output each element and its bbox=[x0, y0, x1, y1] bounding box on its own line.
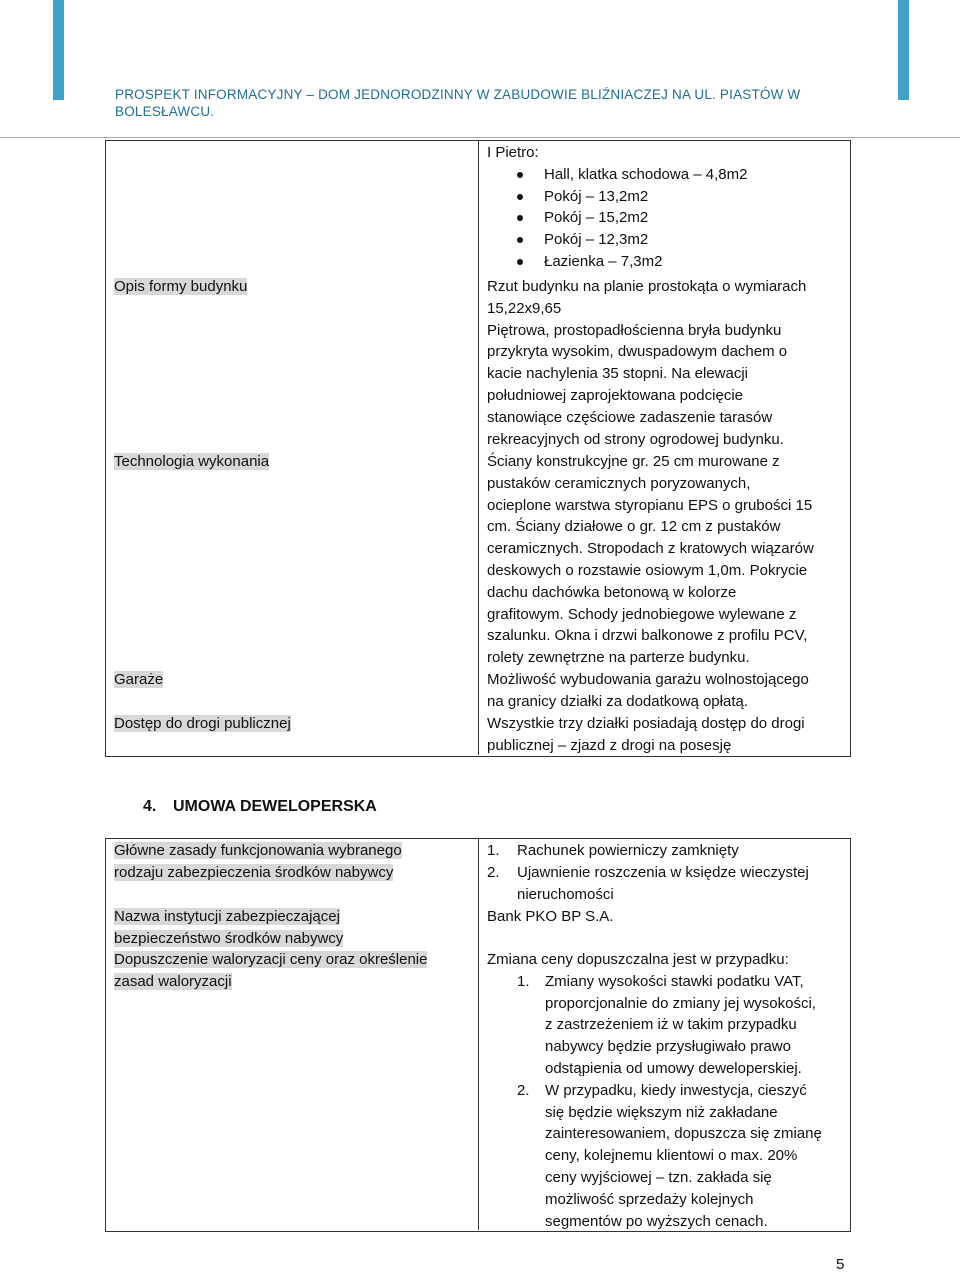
rules-item bbox=[487, 862, 809, 906]
text-line: Zmiany wysokości stawki podatku VAT, bbox=[545, 972, 804, 990]
item-number: 1. bbox=[517, 972, 530, 990]
text-line: z zastrzeżeniem iż w takim przypadku bbox=[545, 1016, 797, 1034]
rules-label-line: rodzaju zabezpieczenia środków nabywcy bbox=[114, 863, 394, 881]
left-accent-bar bbox=[53, 0, 64, 100]
text-line: rolety zewnętrzne na parterze budynku. bbox=[487, 649, 750, 667]
text-line: odstąpienia od umowy deweloperskiej. bbox=[545, 1059, 802, 1077]
text-line: nieruchomości bbox=[517, 885, 614, 903]
text-line: segmentów po wyższych cenach. bbox=[545, 1212, 768, 1230]
tech-label: Technologia wykonania bbox=[114, 453, 270, 470]
text-line: się będzie większym niż zakładane bbox=[545, 1103, 778, 1121]
valorization-intro: Zmiana ceny dopuszczalna jest w przypadku: bbox=[487, 951, 789, 968]
text-line: W przypadku, kiedy inwestycja, cieszyć bbox=[545, 1081, 807, 1099]
valorization-description bbox=[487, 949, 822, 1232]
text-line: możliwość sprzedaży kolejnych bbox=[545, 1190, 754, 1208]
text-line: proporcjonalnie do zmiany jej wysokości, bbox=[545, 994, 816, 1012]
page-number: 5 bbox=[836, 1256, 845, 1273]
header-rule bbox=[0, 137, 960, 138]
text-line: ceny, kolejnemu klientowi o max. 20% bbox=[545, 1147, 798, 1165]
room-item: Łazienka – 7,3m2 bbox=[487, 251, 747, 273]
text-line: ceny wyjściowej – tzn. zakłada się bbox=[545, 1168, 772, 1186]
institution-label-line: bezpieczeństwo środków nabywcy bbox=[114, 929, 344, 947]
room-item: Pokój – 13,2m2 bbox=[487, 186, 747, 208]
road-description bbox=[487, 713, 805, 757]
text-line: kacie nachylenia 35 stopni. Na elewacji bbox=[487, 365, 748, 383]
text-line: 15,22x9,65 bbox=[487, 299, 562, 317]
text-line: grafitowym. Schody jednobiegowe wylewane z bbox=[487, 605, 797, 623]
floor-title: I Pietro: bbox=[487, 144, 539, 161]
item-number: 2. bbox=[487, 863, 500, 881]
valorization-label-cell bbox=[114, 949, 427, 993]
rules-label-cell bbox=[114, 840, 402, 884]
text-line: południowej zaprojektowana podcięcie bbox=[487, 386, 744, 404]
text-line: rekreacyjnych od strony ogrodowej budynku. bbox=[487, 430, 784, 448]
text-line: Ściany konstrukcyjne gr. 25 cm murowane z bbox=[487, 453, 780, 470]
form-description bbox=[487, 276, 806, 450]
text-line: Wszystkie trzy działki posiadają dostęp do drogi bbox=[487, 715, 805, 732]
text-line: pustaków ceramicznych poryzowanych, bbox=[487, 474, 751, 492]
text-line: stanowiące częściowe zadaszenie tarasów bbox=[487, 408, 773, 426]
valorization-item bbox=[487, 1080, 822, 1233]
rules-item bbox=[487, 840, 809, 862]
text-line: ocieplone warstwa styropianu EPS o grubości 15 bbox=[487, 496, 813, 514]
page-header bbox=[115, 86, 815, 120]
rules-label-line: Główne zasady funkcjonowania wybranego bbox=[114, 842, 402, 859]
building-table-divider bbox=[478, 140, 479, 755]
text-line: ceramicznych. Stropodach z kratowych wiązarów bbox=[487, 540, 814, 558]
institution-value: Bank PKO BP S.A. bbox=[487, 908, 614, 925]
text-line: przykryta wysokim, dwuspadowym dachem o bbox=[487, 343, 788, 361]
room-item: Pokój – 12,3m2 bbox=[487, 229, 747, 251]
text-line: Piętrowa, prostopadłościenna bryła budynku bbox=[487, 321, 782, 339]
text-line: Ujawnienie roszczenia w księdze wieczystej bbox=[517, 863, 809, 881]
rules-list bbox=[487, 840, 809, 905]
text-line: nabywcy będzie przysługiwało prawo bbox=[545, 1038, 791, 1056]
garage-label: Garaże bbox=[114, 671, 164, 688]
text-line: zainteresowaniem, dopuszcza się zmianę bbox=[545, 1125, 822, 1143]
form-label: Opis formy budynku bbox=[114, 278, 248, 295]
tech-label-cell bbox=[114, 451, 269, 473]
developer-agreement-table-divider bbox=[478, 838, 479, 1230]
section-title: UMOWA DEWELOPERSKA bbox=[173, 798, 377, 815]
institution-label-line: Nazwa instytucji zabezpieczającej bbox=[114, 908, 340, 925]
text-line: publicznej – zjazd z drogi na posesję bbox=[487, 736, 732, 754]
section-number: 4. bbox=[143, 798, 157, 815]
valorization-item bbox=[487, 971, 822, 1080]
text-line: cm. Ściany działowe o gr. 12 cm z pustaków bbox=[487, 518, 781, 536]
header-line-1: PROSPEKT INFORMACYJNY – DOM JEDNORODZINNY W ZABUDOWIE BLIŹNIACZEJ NA UL. PIASTÓW W bbox=[115, 87, 801, 102]
valorization-label-line: Dopuszczenie waloryzacji ceny oraz określenie bbox=[114, 951, 428, 968]
section-heading bbox=[143, 798, 377, 816]
text-line: Rachunek powierniczy zamknięty bbox=[517, 842, 739, 859]
floor-section bbox=[487, 142, 747, 273]
room-item: Hall, klatka schodowa – 4,8m2 bbox=[487, 164, 747, 186]
tech-description bbox=[487, 451, 814, 669]
text-line: deskowych o rozstawie osiowym 1,0m. Pokrycie bbox=[487, 561, 808, 579]
item-number: 1. bbox=[487, 842, 500, 859]
form-label-cell bbox=[114, 276, 247, 298]
garage-description bbox=[487, 669, 809, 713]
text-line: na granicy działki za dodatkową opłatą. bbox=[487, 692, 748, 710]
institution-label-cell bbox=[114, 906, 343, 950]
right-accent-bar bbox=[898, 0, 909, 100]
header-line-2: BOLESŁAWCU. bbox=[115, 104, 215, 119]
item-number: 2. bbox=[517, 1081, 530, 1099]
road-label: Dostęp do drogi publicznej bbox=[114, 715, 291, 732]
room-item: Pokój – 15,2m2 bbox=[487, 207, 747, 229]
room-list bbox=[487, 164, 747, 273]
garage-label-cell bbox=[114, 669, 163, 691]
text-line: Rzut budynku na planie prostokąta o wymiarach bbox=[487, 278, 807, 295]
text-line: szalunku. Okna i drzwi balkonowe z profilu PCV, bbox=[487, 627, 808, 645]
road-label-cell bbox=[114, 713, 291, 735]
valorization-label-line: zasad waloryzacji bbox=[114, 972, 232, 990]
text-line: dachu dachówka betonową w kolorze bbox=[487, 583, 737, 601]
institution-value-cell bbox=[487, 906, 613, 928]
text-line: Możliwość wybudowania garażu wolnostojącego bbox=[487, 671, 809, 688]
